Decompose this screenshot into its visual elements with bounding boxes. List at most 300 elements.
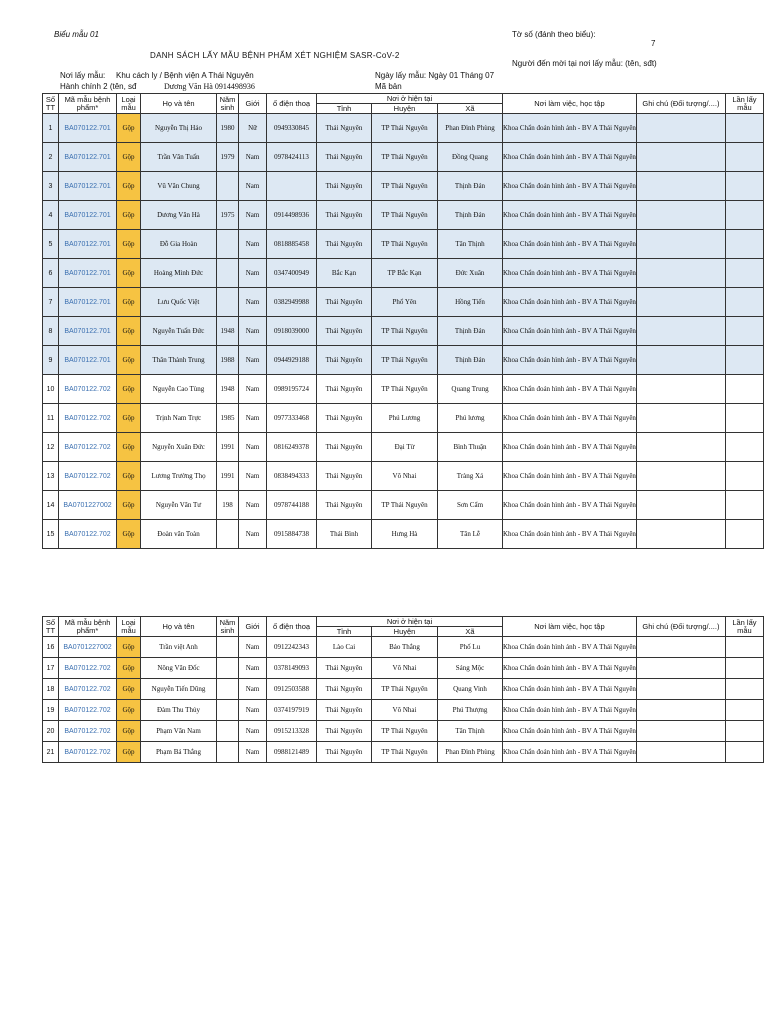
phone-number-cell: 0374197919 xyxy=(267,700,317,721)
commune-cell: Thịnh Đán xyxy=(438,317,503,346)
district-cell: TP Thái Nguyên xyxy=(372,230,438,259)
gender-cell: Nam xyxy=(239,658,267,679)
table-row xyxy=(43,520,764,549)
commune-cell: Phan Đình Phùng xyxy=(438,114,503,143)
phone-number-cell: 0978744188 xyxy=(267,491,317,520)
col-stt: Số TT xyxy=(43,617,59,637)
table-row xyxy=(43,491,764,520)
birth-year-cell: 1979 xyxy=(217,143,239,172)
table-row xyxy=(43,172,764,201)
district-cell: Võ Nhai xyxy=(372,658,438,679)
province-cell: Thái Nguyên xyxy=(317,172,372,201)
commune-cell: Quang Trung xyxy=(438,375,503,404)
phone-number-cell: 0949330845 xyxy=(267,114,317,143)
birth-year-cell xyxy=(217,259,239,288)
district-cell: TP Thái Nguyên xyxy=(372,346,438,375)
sample-code-cell: BA070122.701 xyxy=(59,230,117,259)
gender-cell: Nam xyxy=(239,230,267,259)
commune-cell: Sáng Mộc xyxy=(438,658,503,679)
gender-cell: Nam xyxy=(239,404,267,433)
commune-cell: Phố Lu xyxy=(438,637,503,658)
row-number-cell: 10 xyxy=(43,375,59,404)
district-cell: Phổ Yên xyxy=(372,288,438,317)
note-cell xyxy=(636,404,725,433)
workplace-cell: Khoa Chẩn đoán hình ảnh - BV A Thái Nguyên xyxy=(503,679,637,700)
sample-times-cell xyxy=(725,288,763,317)
sample-type-cell: Gộp xyxy=(117,172,141,201)
col-times: Lần lấy mẫu xyxy=(725,94,763,114)
sample-code-cell: BA070122.702 xyxy=(59,658,117,679)
patient-name-cell: Lương Trường Thọ xyxy=(141,462,217,491)
sample-type-cell: Gộp xyxy=(117,520,141,549)
commune-cell: Bình Thuận xyxy=(438,433,503,462)
sheet-number-value: 7 xyxy=(651,39,656,48)
gender-cell: Nam xyxy=(239,201,267,230)
gender-cell: Nam xyxy=(239,346,267,375)
province-cell: Thái Nguyên xyxy=(317,288,372,317)
col-stt: Số TT xyxy=(43,94,59,114)
phone-number-cell: 0816249378 xyxy=(267,433,317,462)
patient-name-cell: Nguyễn Xuân Đức xyxy=(141,433,217,462)
sample-code-cell: BA070122.702 xyxy=(59,520,117,549)
commune-cell: Thịnh Đán xyxy=(438,346,503,375)
gender-cell: Nam xyxy=(239,172,267,201)
commune-cell: Thịnh Đán xyxy=(438,172,503,201)
sample-type-cell: Gộp xyxy=(117,700,141,721)
workplace-cell: Khoa Chẩn đoán hình ảnh - BV A Thái Nguyên xyxy=(503,658,637,679)
table-row xyxy=(43,143,764,172)
workplace-cell: Khoa Chẩn đoán hình ảnh - BV A Thái Nguyên xyxy=(503,346,637,375)
workplace-cell: Khoa Chẩn đoán hình ảnh - BV A Thái Nguyên xyxy=(503,259,637,288)
sample-code-cell: BA070122.701 xyxy=(59,201,117,230)
commune-cell: Tân Thịnh xyxy=(438,230,503,259)
workplace-cell: Khoa Chẩn đoán hình ảnh - BV A Thái Nguyên xyxy=(503,230,637,259)
col-code: Mã mẫu bệnh phẩm* xyxy=(59,94,117,114)
sample-table-2 xyxy=(42,616,764,763)
phone-number-cell: 0382949988 xyxy=(267,288,317,317)
row-number-cell: 3 xyxy=(43,172,59,201)
row-number-cell: 15 xyxy=(43,520,59,549)
province-cell: Thái Nguyên xyxy=(317,143,372,172)
table-row xyxy=(43,317,764,346)
note-cell xyxy=(636,520,725,549)
gender-cell: Nữ xyxy=(239,114,267,143)
sample-times-cell xyxy=(725,433,763,462)
note-cell xyxy=(636,114,725,143)
province-cell: Thái Nguyên xyxy=(317,721,372,742)
workplace-cell: Khoa Chẩn đoán hình ảnh - BV A Thái Nguyên xyxy=(503,742,637,763)
col-province: Tỉnh xyxy=(317,627,372,637)
place-value: Khu cách ly / Bệnh viện A Thái Nguyên xyxy=(116,71,254,80)
workplace-cell: Khoa Chẩn đoán hình ảnh - BV A Thái Nguyên xyxy=(503,143,637,172)
workplace-cell: Khoa Chẩn đoán hình ảnh - BV A Thái Nguyên xyxy=(503,375,637,404)
sample-times-cell xyxy=(725,317,763,346)
patient-name-cell: Phạm Văn Nam xyxy=(141,721,217,742)
col-phone: ố điện thoạ xyxy=(267,617,317,637)
sample-times-cell xyxy=(725,491,763,520)
ward-label: Mã bản xyxy=(375,82,402,91)
birth-year-cell xyxy=(217,520,239,549)
sample-code-cell: BA070122.701 xyxy=(59,143,117,172)
sample-type-cell: Gộp xyxy=(117,375,141,404)
workplace-cell: Khoa Chẩn đoán hình ảnh - BV A Thái Nguyên xyxy=(503,700,637,721)
birth-year-cell: 1991 xyxy=(217,433,239,462)
row-number-cell: 1 xyxy=(43,114,59,143)
province-cell: Thái Nguyên xyxy=(317,201,372,230)
commune-cell: Phú lương xyxy=(438,404,503,433)
phone-number-cell: 0915213328 xyxy=(267,721,317,742)
commune-cell: Tân Lễ xyxy=(438,520,503,549)
note-cell xyxy=(636,346,725,375)
district-cell: Đại Từ xyxy=(372,433,438,462)
sample-times-cell xyxy=(725,230,763,259)
col-sex: Giới xyxy=(239,617,267,637)
note-cell xyxy=(636,637,725,658)
birth-year-cell: 1980 xyxy=(217,114,239,143)
phone-number-cell: 0914498936 xyxy=(267,201,317,230)
note-cell xyxy=(636,491,725,520)
row-number-cell: 12 xyxy=(43,433,59,462)
col-times: Lần lấy mẫu xyxy=(725,617,763,637)
note-cell xyxy=(636,172,725,201)
col-year: Năm sinh xyxy=(217,617,239,637)
sample-code-cell: BA0701227002 xyxy=(59,491,117,520)
table-row xyxy=(43,201,764,230)
province-cell: Thái Nguyên xyxy=(317,491,372,520)
sample-code-cell: BA070122.701 xyxy=(59,259,117,288)
birth-year-cell: 1948 xyxy=(217,375,239,404)
col-phone: ố điện thoạ xyxy=(267,94,317,114)
district-cell: Hưng Hà xyxy=(372,520,438,549)
sample-type-cell: Gộp xyxy=(117,637,141,658)
patient-name-cell: Hoàng Minh Đức xyxy=(141,259,217,288)
table-row xyxy=(43,742,764,763)
gender-cell: Nam xyxy=(239,520,267,549)
sample-times-cell xyxy=(725,679,763,700)
district-cell: TP Thái Nguyên xyxy=(372,721,438,742)
commune-cell: Đồng Quang xyxy=(438,143,503,172)
table-row xyxy=(43,679,764,700)
birth-year-cell: 198 xyxy=(217,491,239,520)
district-cell: TP Thái Nguyên xyxy=(372,317,438,346)
birth-year-cell: 1948 xyxy=(217,317,239,346)
district-cell: Phú Lương xyxy=(372,404,438,433)
sample-code-cell: BA070122.702 xyxy=(59,404,117,433)
commune-cell: Hồng Tiến xyxy=(438,288,503,317)
note-cell xyxy=(636,259,725,288)
phone-number-cell: 0912242343 xyxy=(267,637,317,658)
patient-name-cell: Dương Văn Hà xyxy=(141,201,217,230)
phone-number-cell: 0988121489 xyxy=(267,742,317,763)
gender-cell: Nam xyxy=(239,317,267,346)
row-number-cell: 13 xyxy=(43,462,59,491)
phone-number-cell: 0347400949 xyxy=(267,259,317,288)
birth-year-cell xyxy=(217,721,239,742)
province-cell: Thái Nguyên xyxy=(317,433,372,462)
gender-cell: Nam xyxy=(239,679,267,700)
sample-times-cell xyxy=(725,637,763,658)
birth-year-cell: 1988 xyxy=(217,346,239,375)
workplace-cell: Khoa Chẩn đoán hình ảnh - BV A Thái Nguyên xyxy=(503,462,637,491)
phone-number-cell: 0838494333 xyxy=(267,462,317,491)
district-cell: TP Thái Nguyên xyxy=(372,172,438,201)
province-cell: Thái Nguyên xyxy=(317,230,372,259)
col-work: Nơi làm việc, học tập xyxy=(503,617,637,637)
table-row xyxy=(43,700,764,721)
sample-type-cell: Gộp xyxy=(117,230,141,259)
note-cell xyxy=(636,742,725,763)
row-number-cell: 5 xyxy=(43,230,59,259)
patient-name-cell: Lưu Quốc Việt xyxy=(141,288,217,317)
sample-type-cell: Gộp xyxy=(117,462,141,491)
workplace-cell: Khoa Chẩn đoán hình ảnh - BV A Thái Nguyên xyxy=(503,520,637,549)
row-number-cell: 2 xyxy=(43,143,59,172)
sample-table-1 xyxy=(42,93,764,549)
row-number-cell: 17 xyxy=(43,658,59,679)
col-name: Họ và tên xyxy=(141,94,217,114)
gender-cell: Nam xyxy=(239,288,267,317)
birth-year-cell xyxy=(217,658,239,679)
sample-code-cell: BA0701227002 xyxy=(59,637,117,658)
sample-code-cell: BA070122.701 xyxy=(59,172,117,201)
workplace-cell: Khoa Chẩn đoán hình ảnh - BV A Thái Nguyên xyxy=(503,433,637,462)
collector-label: Người đến mời tại nơi lấy mẫu: (tên, sđt) xyxy=(512,59,657,68)
sample-times-cell xyxy=(725,346,763,375)
commune-cell: Phan Đình Phùng xyxy=(438,742,503,763)
sample-times-cell xyxy=(725,462,763,491)
row-number-cell: 16 xyxy=(43,637,59,658)
phone-number-cell: 0978424113 xyxy=(267,143,317,172)
table-row xyxy=(43,721,764,742)
province-cell: Lào Cai xyxy=(317,637,372,658)
district-cell: TP Thái Nguyên xyxy=(372,114,438,143)
col-commune: Xã xyxy=(438,104,503,114)
table-row xyxy=(43,404,764,433)
row-number-cell: 11 xyxy=(43,404,59,433)
phone-number-cell: 0378149093 xyxy=(267,658,317,679)
province-cell: Thái Nguyên xyxy=(317,462,372,491)
sample-code-cell: BA070122.702 xyxy=(59,742,117,763)
table-row xyxy=(43,658,764,679)
sample-code-cell: BA070122.702 xyxy=(59,721,117,742)
sample-times-cell xyxy=(725,404,763,433)
table-row xyxy=(43,375,764,404)
note-cell xyxy=(636,288,725,317)
birth-year-cell xyxy=(217,172,239,201)
page-title: DANH SÁCH LẤY MẪU BỆNH PHẨM XÉT NGHIỆM SASR-CoV-2 xyxy=(150,51,400,60)
sample-code-cell: BA070122.702 xyxy=(59,462,117,491)
sample-type-cell: Gộp xyxy=(117,114,141,143)
col-address: Nơi ở hiện tại xyxy=(317,94,503,104)
birth-year-cell xyxy=(217,637,239,658)
sample-code-cell: BA070122.701 xyxy=(59,288,117,317)
sample-type-cell: Gộp xyxy=(117,742,141,763)
sample-times-cell xyxy=(725,658,763,679)
commune-cell: Phú Thượng xyxy=(438,700,503,721)
col-address: Nơi ở hiện tại xyxy=(317,617,503,627)
district-cell: TP Thái Nguyên xyxy=(372,742,438,763)
note-cell xyxy=(636,201,725,230)
province-cell: Thái Nguyên xyxy=(317,700,372,721)
patient-name-cell: Nguyễn Tiến Dũng xyxy=(141,679,217,700)
phone-number-cell: 0977333468 xyxy=(267,404,317,433)
sample-code-cell: BA070122.701 xyxy=(59,346,117,375)
row-number-cell: 14 xyxy=(43,491,59,520)
sample-code-cell: BA070122.701 xyxy=(59,317,117,346)
form-label: Biểu mẫu 01 xyxy=(54,30,99,39)
birth-year-cell xyxy=(217,679,239,700)
district-cell: Bảo Thắng xyxy=(372,637,438,658)
row-number-cell: 18 xyxy=(43,679,59,700)
gender-cell: Nam xyxy=(239,462,267,491)
province-cell: Thái Nguyên xyxy=(317,346,372,375)
patient-name-cell: Nguyễn Thị Hảo xyxy=(141,114,217,143)
patient-name-cell: Trịnh Nam Trực xyxy=(141,404,217,433)
place-label: Nơi lấy mẫu: xyxy=(60,71,106,80)
gender-cell: Nam xyxy=(239,375,267,404)
table-row xyxy=(43,346,764,375)
note-cell xyxy=(636,700,725,721)
patient-name-cell: Phạm Bá Thắng xyxy=(141,742,217,763)
province-cell: Bắc Kạn xyxy=(317,259,372,288)
note-cell xyxy=(636,462,725,491)
note-cell xyxy=(636,317,725,346)
workplace-cell: Khoa Chẩn đoán hình ảnh - BV A Thái Nguyên xyxy=(503,637,637,658)
col-commune: Xã xyxy=(438,627,503,637)
district-cell: TP Thái Nguyên xyxy=(372,143,438,172)
admin-value: Dương Văn Hà 0914498936 xyxy=(164,82,255,91)
note-cell xyxy=(636,433,725,462)
phone-number-cell xyxy=(267,172,317,201)
sample-times-cell xyxy=(725,114,763,143)
workplace-cell: Khoa Chẩn đoán hình ảnh - BV A Thái Nguyên xyxy=(503,721,637,742)
table-row xyxy=(43,230,764,259)
col-code: Mã mẫu bệnh phẩm* xyxy=(59,617,117,637)
gender-cell: Nam xyxy=(239,637,267,658)
commune-cell: Sơn Cẩm xyxy=(438,491,503,520)
col-name: Họ và tên xyxy=(141,617,217,637)
workplace-cell: Khoa Chẩn đoán hình ảnh - BV A Thái Nguyên xyxy=(503,491,637,520)
commune-cell: Thịnh Đán xyxy=(438,201,503,230)
sample-times-cell xyxy=(725,172,763,201)
birth-year-cell xyxy=(217,230,239,259)
row-number-cell: 7 xyxy=(43,288,59,317)
table-row xyxy=(43,433,764,462)
sample-times-cell xyxy=(725,201,763,230)
phone-number-cell: 0818885458 xyxy=(267,230,317,259)
table-row xyxy=(43,288,764,317)
sample-type-cell: Gộp xyxy=(117,404,141,433)
province-cell: Thái Nguyên xyxy=(317,679,372,700)
workplace-cell: Khoa Chẩn đoán hình ảnh - BV A Thái Nguyên xyxy=(503,114,637,143)
sheet-number-label: Tờ số (đánh theo biểu): xyxy=(512,30,596,39)
birth-year-cell xyxy=(217,700,239,721)
row-number-cell: 8 xyxy=(43,317,59,346)
phone-number-cell: 0912503588 xyxy=(267,679,317,700)
commune-cell: Tân Thịnh xyxy=(438,721,503,742)
gender-cell: Nam xyxy=(239,143,267,172)
district-cell: TP Thái Nguyên xyxy=(372,201,438,230)
note-cell xyxy=(636,375,725,404)
table-row xyxy=(43,114,764,143)
district-cell: TP Bắc Kạn xyxy=(372,259,438,288)
note-cell xyxy=(636,143,725,172)
note-cell xyxy=(636,721,725,742)
workplace-cell: Khoa Chẩn đoán hình ảnh - BV A Thái Nguyên xyxy=(503,317,637,346)
sample-times-cell xyxy=(725,520,763,549)
sample-times-cell xyxy=(725,742,763,763)
col-note: Ghi chú (Đối tượng/....) xyxy=(636,617,725,637)
commune-cell: Quang Vinh xyxy=(438,679,503,700)
sample-type-cell: Gộp xyxy=(117,658,141,679)
sample-code-cell: BA070122.701 xyxy=(59,114,117,143)
row-number-cell: 19 xyxy=(43,700,59,721)
district-cell: TP Thái Nguyên xyxy=(372,491,438,520)
gender-cell: Nam xyxy=(239,721,267,742)
row-number-cell: 4 xyxy=(43,201,59,230)
district-cell: Võ Nhai xyxy=(372,700,438,721)
table-row xyxy=(43,259,764,288)
col-province: Tỉnh xyxy=(317,104,372,114)
col-note: Ghi chú (Đối tượng/....) xyxy=(636,94,725,114)
sample-type-cell: Gộp xyxy=(117,679,141,700)
note-cell xyxy=(636,230,725,259)
district-cell: TP Thái Nguyên xyxy=(372,679,438,700)
birth-year-cell: 1991 xyxy=(217,462,239,491)
gender-cell: Nam xyxy=(239,742,267,763)
patient-name-cell: Vũ Văn Chung xyxy=(141,172,217,201)
row-number-cell: 9 xyxy=(43,346,59,375)
sample-type-cell: Gộp xyxy=(117,433,141,462)
province-cell: Thái Nguyên xyxy=(317,404,372,433)
province-cell: Thái Nguyên xyxy=(317,114,372,143)
province-cell: Thái Bình xyxy=(317,520,372,549)
patient-name-cell: Đàm Thu Thủy xyxy=(141,700,217,721)
note-cell xyxy=(636,658,725,679)
patient-name-cell: Nguyễn Văn Tư xyxy=(141,491,217,520)
note-cell xyxy=(636,679,725,700)
province-cell: Thái Nguyên xyxy=(317,742,372,763)
district-cell: TP Thái Nguyên xyxy=(372,375,438,404)
workplace-cell: Khoa Chẩn đoán hình ảnh - BV A Thái Nguyên xyxy=(503,404,637,433)
col-type: Loại mẫu xyxy=(117,617,141,637)
phone-number-cell: 0915884738 xyxy=(267,520,317,549)
patient-name-cell: Nguyễn Tuấn Đức xyxy=(141,317,217,346)
sample-times-cell xyxy=(725,721,763,742)
sample-type-cell: Gộp xyxy=(117,201,141,230)
province-cell: Thái Nguyên xyxy=(317,317,372,346)
district-cell: Võ Nhai xyxy=(372,462,438,491)
col-work: Nơi làm việc, học tập xyxy=(503,94,637,114)
sample-type-cell: Gộp xyxy=(117,346,141,375)
workplace-cell: Khoa Chẩn đoán hình ảnh - BV A Thái Nguyên xyxy=(503,288,637,317)
sample-times-cell xyxy=(725,143,763,172)
patient-name-cell: Trần việt Anh xyxy=(141,637,217,658)
sample-code-cell: BA070122.702 xyxy=(59,433,117,462)
row-number-cell: 21 xyxy=(43,742,59,763)
gender-cell: Nam xyxy=(239,700,267,721)
sample-times-cell xyxy=(725,259,763,288)
col-district: Huyện xyxy=(372,104,438,114)
sample-code-cell: BA070122.702 xyxy=(59,700,117,721)
patient-name-cell: Nguyễn Cao Tùng xyxy=(141,375,217,404)
birth-year-cell xyxy=(217,288,239,317)
patient-name-cell: Đoàn văn Toàn xyxy=(141,520,217,549)
commune-cell: Đức Xuân xyxy=(438,259,503,288)
patient-name-cell: Trần Văn Tuấn xyxy=(141,143,217,172)
sample-type-cell: Gộp xyxy=(117,317,141,346)
col-type: Loại mẫu xyxy=(117,94,141,114)
